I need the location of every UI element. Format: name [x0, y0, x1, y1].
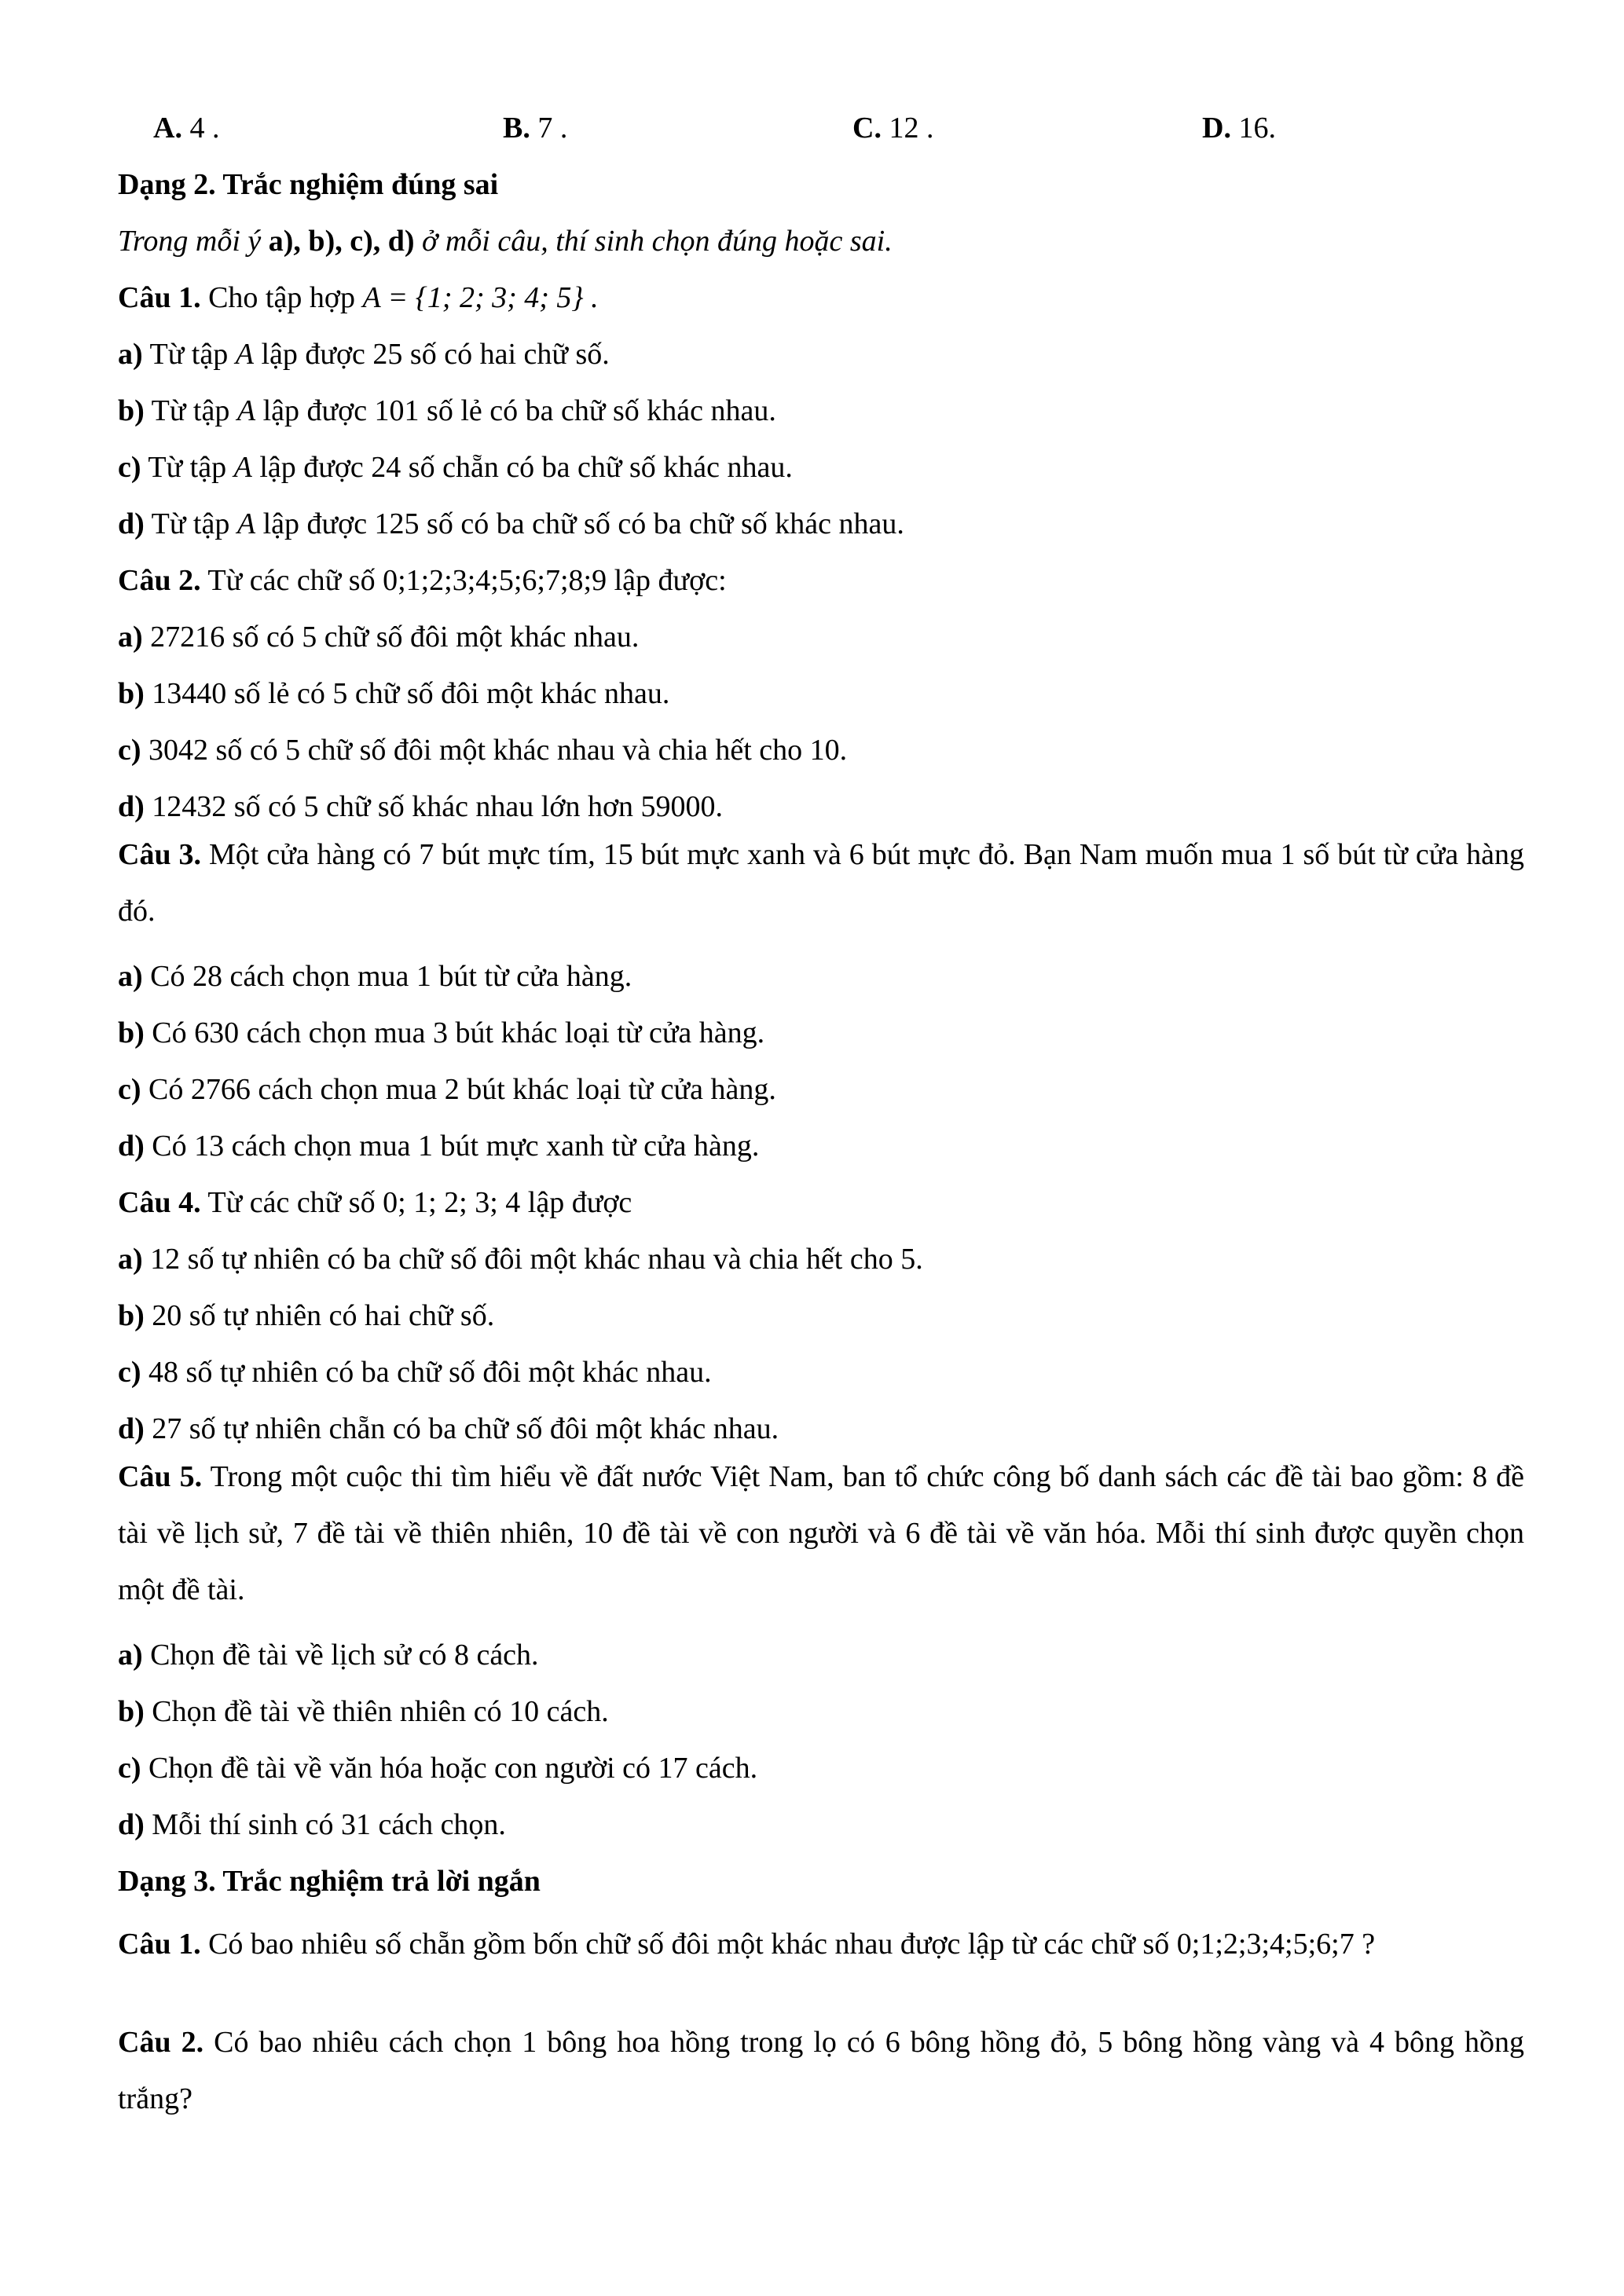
q1-item-b: b) Từ tập A lập được 101 số lẻ có ba chữ số khác nhau. [118, 394, 776, 427]
q4-item-b: b) 20 số tự nhiên có hai chữ số. [118, 1299, 495, 1332]
q2-item-a: a) 27216 số có 5 chữ số đôi một khác nhau. [118, 621, 640, 654]
q5-item-d: d) Mỗi thí sinh có 31 cách chọn. [118, 1808, 506, 1841]
set-a-math: A = {1; 2; 3; 4; 5} . [362, 281, 599, 314]
question-1: Câu 1. Cho tập hợp A = {1; 2; 3; 4; 5} . [118, 281, 599, 314]
q1-item-a: a) Từ tập A lập được 25 số có hai chữ số. [118, 338, 610, 371]
q2-item-d: d) 12432 số có 5 chữ số khác nhau lớn hơn 59000. [118, 790, 724, 823]
section-heading-dang3: Dạng 3. Trắc nghiệm trả lời ngắn [118, 1865, 541, 1898]
q4-item-c: c) 48 số tự nhiên có ba chữ số đôi một khác nhau. [118, 1356, 712, 1389]
option-a: A. 4 . [153, 112, 220, 145]
q3-item-b: b) Có 630 cách chọn mua 3 bút khác loại từ cửa hàng. [118, 1016, 765, 1049]
q5-item-b: b) Chọn đề tài về thiên nhiên có 10 cách. [118, 1695, 609, 1728]
question-5: Câu 5. Trong một cuộc thi tìm hiểu về đất nước Việt Nam, ban tổ chức công bố danh sách các đề tài bao gồm: 8 đề tài về lịch sử, 7 đề tài về thiên nhiên, 10 đề tài về con người và 6 đề tài về văn hóa. Mỗi thí sinh được quyền chọn một đề tài. [118, 1460, 1524, 1606]
q4-item-d: d) 27 số tự nhiên chẵn có ba chữ số đôi một khác nhau. [118, 1412, 779, 1445]
section-instructions: Trong mỗi ý a), b), c), d) ở mỗi câu, thí sinh chọn đúng hoặc sai. [118, 225, 893, 258]
short-question-1: Câu 1. Có bao nhiêu số chẵn gồm bốn chữ số đôi một khác nhau được lập từ các chữ số 0;1;2;3;4;5;6;7 ? [118, 1928, 1376, 1961]
q1-item-c: c) Từ tập A lập được 24 số chẵn có ba chữ số khác nhau. [118, 451, 793, 484]
question-2: Câu 2. Từ các chữ số 0;1;2;3;4;5;6;7;8;9 lập được: [118, 564, 727, 597]
q4-item-a: a) 12 số tự nhiên có ba chữ số đôi một khác nhau và chia hết cho 5. [118, 1243, 923, 1276]
question-4: Câu 4. Từ các chữ số 0; 1; 2; 3; 4 lập được [118, 1186, 632, 1219]
q3-item-a: a) Có 28 cách chọn mua 1 bút từ cửa hàng. [118, 960, 632, 993]
q2-item-b: b) 13440 số lẻ có 5 chữ số đôi một khác nhau. [118, 677, 670, 710]
q3-item-c: c) Có 2766 cách chọn mua 2 bút khác loại từ cửa hàng. [118, 1073, 776, 1106]
option-d: D. 16. [1202, 112, 1276, 145]
short-question-2: Câu 2. Có bao nhiêu cách chọn 1 bông hoa hồng trong lọ có 6 bông hồng đỏ, 5 bông hồng vàng và 4 bông hồng trắng? [118, 2026, 1525, 2115]
q2-item-c: c) 3042 số có 5 chữ số đôi một khác nhau và chia hết cho 10. [118, 734, 848, 767]
q1-item-d: d) Từ tập A lập được 125 số có ba chữ số có ba chữ số khác nhau. [118, 507, 904, 540]
question-3: Câu 3. Một cửa hàng có 7 bút mực tím, 15 bút mực xanh và 6 bút mực đỏ. Bạn Nam muốn mua 1 số bút từ cửa hàng đó. [118, 838, 1525, 928]
section-heading-dang2: Dạng 2. Trắc nghiệm đúng sai [118, 168, 499, 201]
option-b: B. 7 . [503, 112, 568, 145]
q5-item-a: a) Chọn đề tài về lịch sử có 8 cách. [118, 1639, 539, 1672]
q3-item-d: d) Có 13 cách chọn mua 1 bút mực xanh từ cửa hàng. [118, 1130, 760, 1163]
q5-item-c: c) Chọn đề tài về văn hóa hoặc con người có 17 cách. [118, 1752, 758, 1785]
option-c: C. 12 . [852, 112, 934, 145]
